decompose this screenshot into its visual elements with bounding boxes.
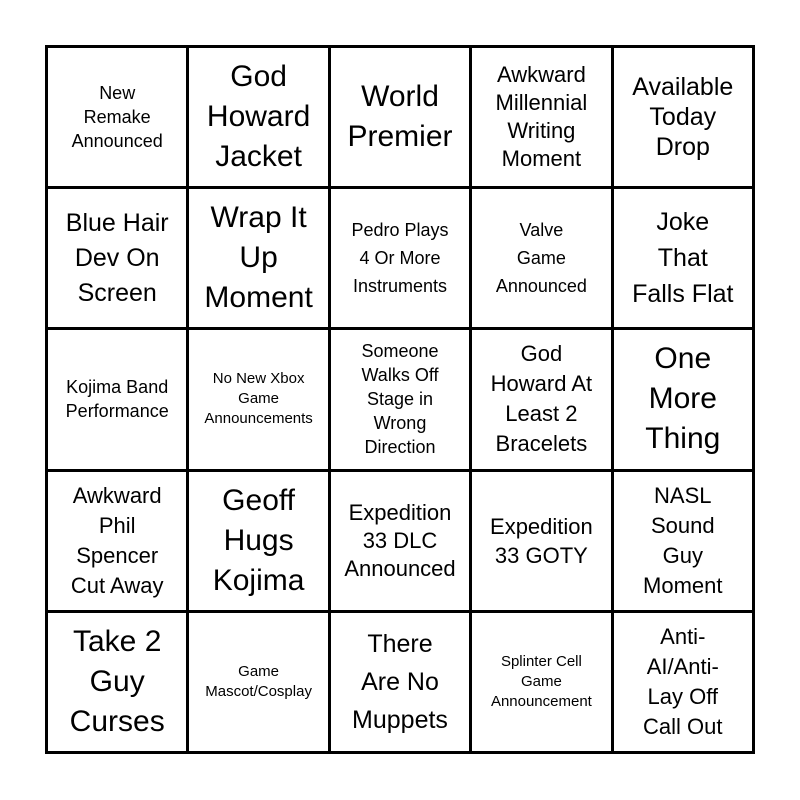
bingo-cell-text: New Remake Announced (71, 83, 163, 152)
bingo-cell[interactable] (48, 472, 186, 610)
bingo-cell-text: God Howard Jacket (206, 60, 311, 174)
bingo-cell[interactable] (614, 472, 752, 610)
bingo-cell-text: Geoff Hugs Kojima (212, 483, 305, 597)
bingo-cell-text: No New Xbox Game Announcements (204, 370, 313, 428)
bingo-cell-text: One More Thing (645, 342, 721, 456)
bingo-cell-text: Joke That Falls Flat (632, 208, 734, 309)
bingo-cell-text: Expedition 33 GOTY (490, 513, 593, 568)
bingo-cell[interactable] (189, 472, 327, 610)
bingo-cell-text: Kojima Band Performance (65, 377, 169, 422)
bingo-cell[interactable] (614, 613, 752, 751)
bingo-cell-text: Blue Hair Dev On Screen (65, 208, 169, 307)
bingo-cell[interactable] (48, 613, 186, 751)
bingo-cell-text: Splinter Cell Game Announcement (490, 652, 592, 710)
bingo-cell[interactable] (189, 613, 327, 751)
bingo-board (45, 45, 755, 754)
bingo-cell-text: Awkward Millennial Writing Moment (495, 62, 588, 172)
bingo-cell-text: Anti- AI/Anti- Lay Off Call Out (643, 623, 723, 739)
bingo-cell[interactable] (472, 330, 610, 468)
bingo-cell-text: Awkward Phil Spencer Cut Away (70, 482, 164, 598)
bingo-cell[interactable] (189, 48, 327, 186)
bingo-cell-text: Someone Walks Off Stage in Wrong Direction (361, 341, 439, 458)
bingo-cell[interactable] (48, 330, 186, 468)
bingo-cell[interactable] (614, 189, 752, 327)
bingo-cell[interactable] (189, 189, 327, 327)
bingo-cell-text: Expedition 33 DLC Announced (344, 499, 456, 581)
bingo-cell[interactable] (331, 189, 469, 327)
bingo-cell[interactable] (331, 48, 469, 186)
bingo-cell[interactable] (614, 330, 752, 468)
bingo-cell[interactable] (614, 48, 752, 186)
bingo-cell[interactable] (48, 48, 186, 186)
bingo-cell-text: Game Mascot/Cosplay (205, 662, 312, 700)
bingo-cell[interactable] (472, 613, 610, 751)
bingo-cell-text: World Premier (347, 80, 453, 154)
bingo-cell[interactable] (48, 189, 186, 327)
bingo-cell[interactable] (472, 189, 610, 327)
bingo-cell[interactable] (331, 472, 469, 610)
bingo-cell-text: There Are No Muppets (352, 629, 448, 734)
bingo-cell-text: Pedro Plays 4 Or More Instruments (351, 220, 449, 297)
bingo-cell[interactable] (472, 48, 610, 186)
bingo-cell-text: Wrap It Up Moment (204, 201, 313, 315)
bingo-cell-text: Take 2 Guy Curses (69, 624, 165, 738)
bingo-cell-text: God Howard At Least 2 Bracelets (490, 341, 593, 457)
bingo-cell[interactable] (331, 613, 469, 751)
bingo-cell-text: Available Today Drop (632, 73, 734, 162)
bingo-cell-text: Valve Game Announced (495, 220, 587, 297)
bingo-cell[interactable] (331, 330, 469, 468)
bingo-cell[interactable] (189, 330, 327, 468)
bingo-cell-text: NASL Sound Guy Moment (643, 482, 723, 598)
bingo-cell[interactable] (472, 472, 610, 610)
